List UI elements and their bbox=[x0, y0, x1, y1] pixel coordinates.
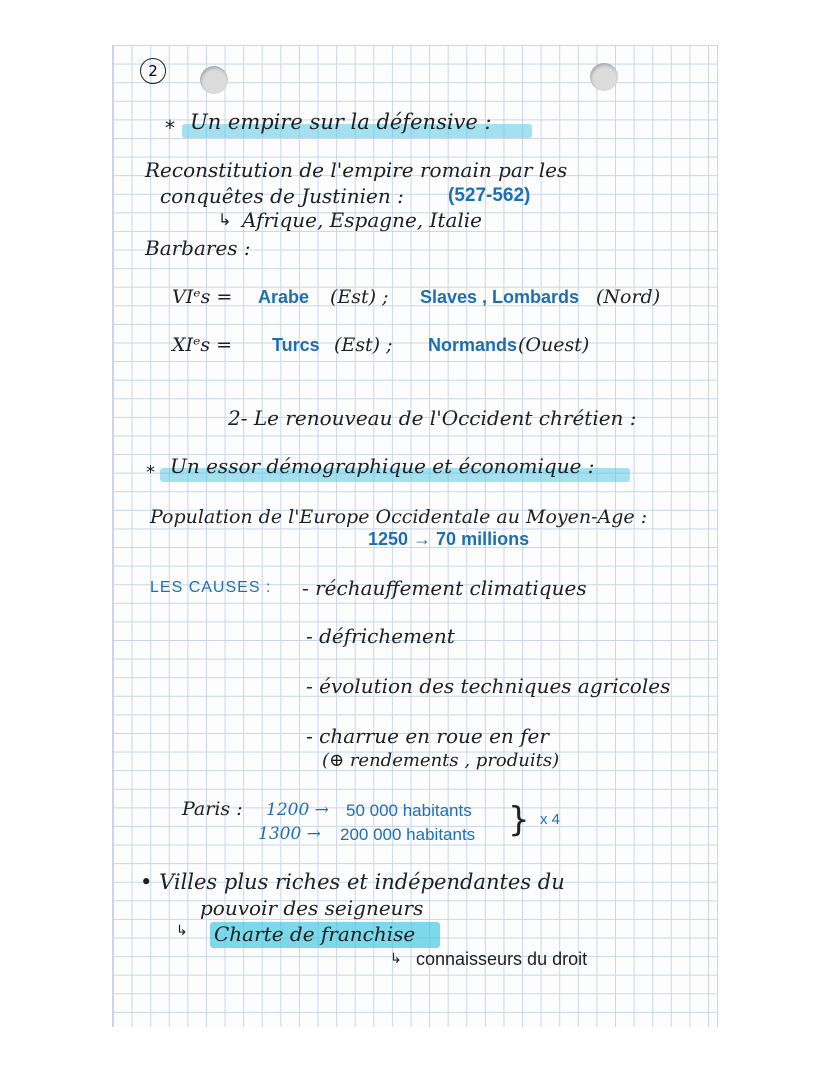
cause-4-text: charrue en roue en fer bbox=[319, 724, 549, 748]
barbares-label: Barbares : bbox=[145, 236, 251, 260]
cause-2: - défrichement bbox=[306, 624, 455, 648]
page-number: 2 bbox=[140, 58, 166, 84]
paris-row2-value: 200 000 habitants bbox=[340, 825, 476, 844]
cause-3-text: évolution des techniques agricoles bbox=[319, 674, 671, 698]
paris-row1-value: 50 000 habitants bbox=[346, 801, 472, 820]
cause-4-note: (⊕ rendements , produits) bbox=[322, 750, 560, 771]
arrow-icon-2: ↳ bbox=[176, 923, 188, 939]
bullet-star-2: * bbox=[146, 462, 155, 483]
cause-2-text: défrichement bbox=[319, 624, 455, 648]
causes-label: LES CAUSES : bbox=[150, 579, 272, 596]
vi-others-note: (Nord) bbox=[596, 286, 661, 308]
reconquered-places: Afrique, Espagne, Italie bbox=[242, 208, 482, 232]
xi-normands: Normands bbox=[428, 335, 518, 355]
essor-title: Un essor démographique et économique : bbox=[170, 454, 595, 478]
bullet-star: * bbox=[165, 116, 175, 140]
cause-3: - évolution des techniques agricoles bbox=[306, 674, 671, 698]
binder-hole-left bbox=[200, 66, 228, 94]
villes-line1: • Villes plus riches et indépendantes du bbox=[140, 870, 565, 894]
villes-line2: pouvoir des seigneurs bbox=[200, 896, 424, 920]
section-title: Un empire sur la défensive : bbox=[190, 110, 492, 134]
part2-title: 2- Le renouveau de l'Occident chrétien : bbox=[228, 406, 637, 430]
justinien-dates: (527-562) bbox=[448, 185, 531, 206]
brace-icon: } bbox=[508, 800, 530, 840]
arrow-icon: ↳ bbox=[218, 210, 232, 229]
reconstitution-line1: Reconstitution de l'empire romain par les bbox=[145, 158, 568, 182]
xi-century: XIᵉs = bbox=[172, 334, 233, 356]
population-figures: 1250 → 70 millions bbox=[368, 529, 530, 549]
cause-4: - charrue en roue en fer bbox=[306, 724, 549, 748]
cause-1-text: réchauffement climatiques bbox=[315, 576, 587, 600]
paris-row1-year: 1200 → bbox=[266, 800, 329, 820]
paris-row2-year: 1300 → bbox=[258, 824, 321, 844]
arrow-icon-3: ↳ bbox=[390, 951, 402, 967]
xi-turcs: Turcs bbox=[272, 335, 320, 355]
villes-line1-text: Villes plus riches et indépendantes du bbox=[159, 870, 565, 894]
vi-century: VIᵉs = bbox=[172, 286, 233, 308]
xi-turcs-note: (Est) ; bbox=[334, 334, 393, 356]
cause-1: - réchauffement climatiques bbox=[302, 576, 587, 600]
charte-franchise: Charte de franchise bbox=[214, 922, 416, 946]
population-line: Population de l'Europe Occidentale au Moyen-Age : bbox=[150, 506, 648, 528]
vi-arabe-note: (Est) ; bbox=[330, 286, 389, 308]
xi-normands-note: (Ouest) bbox=[518, 334, 590, 356]
villes-sub: connaisseurs du droit bbox=[416, 949, 588, 969]
binder-hole-right bbox=[590, 63, 618, 91]
vi-arabe: Arabe bbox=[258, 287, 310, 307]
paris-label: Paris : bbox=[182, 798, 243, 820]
vi-others: Slaves , Lombards bbox=[420, 287, 580, 307]
reconstitution-line2: conquêtes de Justinien : bbox=[160, 184, 404, 208]
paris-factor: x 4 bbox=[540, 811, 561, 828]
